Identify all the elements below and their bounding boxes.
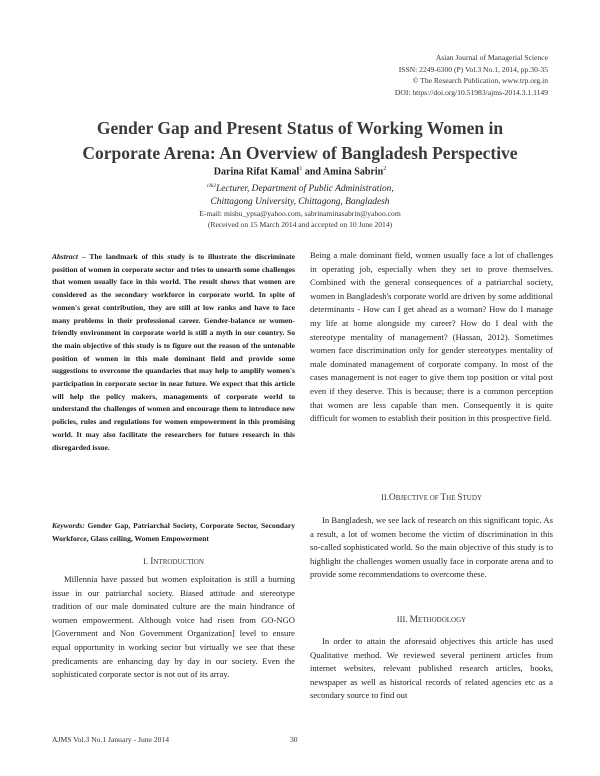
objective-paragraph: In Bangladesh, we see lack of research on this significant topic. As a result, a lot of women become the victim of discrimination in this so-called sophisticated world. So the main objective of this study is to highlight the challenges women usually face in corporate arena and to provide some recommendations to overcome these.: [310, 515, 553, 580]
keywords-lead: Keywords:: [52, 521, 85, 530]
author-and: and: [302, 166, 323, 178]
author-2: Amina Sabrin: [322, 166, 384, 178]
doi-line[interactable]: DOI: https://doi.org/10.51983/ajms-2014.3.1.1149: [394, 87, 548, 97]
journal-name: Asian Journal of Managerial Science: [435, 53, 548, 62]
received-line: (Received on 15 March 2014 and accepted on 10 June 2014): [207, 220, 393, 229]
paper-title: [40, 116, 560, 166]
journal-header: [395, 52, 548, 98]
section-heading-objective: II.OBJECTIVE OF THE STUDY: [381, 492, 482, 503]
author-list: [40, 166, 560, 177]
title-line-1: Gender Gap and Present Status of Working Women in: [96, 118, 504, 138]
objective-body: [310, 514, 553, 582]
methodology-body: [310, 635, 553, 703]
abstract-lead: Abstract: [52, 252, 78, 261]
publisher-line: © The Research Publication, www.trp.org.in: [412, 76, 548, 85]
contact-block: [40, 208, 560, 230]
author-1: Darina Rifat Kamal: [213, 166, 300, 178]
abstract-text: – The landmark of this study is to illustrate the discriminate position of women in corporate sector and tries to unearth some challenges that women usually face in this world. The result shows that women are considered as the secondary workforce in corporate world. In spite of women's great contribution, they are still at low ranks and have to face many problems in their professional career. Gender-balance or women-friendly environment in corporate world is still a myth in our country. So the main objective of this study is to figure out the reason of the untenable position of women in this male dominant field and provide some suggestions to overcome the quandaries that may help to amplify women's participation in corporate sector in near future. We expect that this article will help the policy makers, managements of corporate world to understand the challenges of women and encourage them to introduce new policies, rules and regulations for women empowerment in this promising world. It may also facilitate the researchers for future research in this disregarded issue.: [52, 252, 295, 452]
introduction-paragraph-2: Being a male dominant field, women usually face a lot of challenges in operating job, especially when they set to prove themselves. Combined with the general consequences of a patriarchal society, women in Bangladesh's corporate world are driven by some additional determinants - How can I get ahead as a woman? How do I manage my life at home alongside my career? How do I deal with the stereotype mentality of management? (Hassan, 2012). Sometimes women face discrimination only for gender stereotypes mentality of male dominated management of corporate company. In most of the cases management is not eager to give them top position or vital post even if they deserve. This is because; there is a common perception that women are less capable than men. Consequently it is quite difficult for women to establish their position in this prospective field.: [310, 250, 553, 424]
introduction-paragraph: Millennia have passed but women exploitation is still a burning issue in our patriarchal society. Biased attitude and stereotype tradition of our male dominated culture are the main hindrance of women empowerment. Although voice had risen from GO-NGO [Government and Non Government Organization] level to ensure equal opportunity in working sector but virtually we see that these predicaments are enhancing day by day in our society. Even the sophisticated corporate sector is not out of its array.: [52, 574, 295, 680]
section-heading-methodology: III. METHODOLOGY: [396, 614, 467, 625]
keywords-text: Gender Gap, Patriarchal Society, Corporate Sector, Secondary Workforce, Glass ceiling, Women Empowerment: [52, 521, 295, 543]
email-line: E-mail: mishu_ypsa@yahoo.com, sabrinaminasabrin@yahoo.com: [199, 209, 401, 218]
abstract: [52, 251, 295, 454]
introduction-continued: [310, 249, 553, 426]
footer-journal-info: AJMS Vol.3 No.1 January - June 2014: [52, 735, 170, 744]
issn-line: ISSN: 2249-6300 (P) Vol.3 No.1, 2014, pp.30-35: [398, 64, 548, 74]
methodology-paragraph: In order to attain the aforesaid objectives this article has used Qualitative method. We reviewed several pertinent articles from internet websites, relevant published research articles, books, newspaper as well as historical records of related agencies etc as a secondary source to find out: [310, 636, 553, 701]
affiliation-line-2: Chittagong University, Chittagong, Bangladesh: [210, 197, 390, 208]
title-line-2: Corporate Arena: An Overview of Bangladesh Perspective: [82, 143, 518, 163]
author-1-sup: 1: [299, 166, 303, 172]
affiliation-line-1: Lecturer, Department of Public Administration,: [216, 184, 394, 195]
affiliation-sup: 1&2: [206, 183, 217, 189]
section-heading-introduction: I. INTRODUCTION: [143, 556, 204, 567]
author-2-sup: 2: [383, 166, 387, 172]
affiliation: [40, 180, 560, 209]
keywords: [52, 520, 295, 545]
page-number: 30: [290, 735, 298, 744]
introduction-body: [52, 573, 295, 682]
